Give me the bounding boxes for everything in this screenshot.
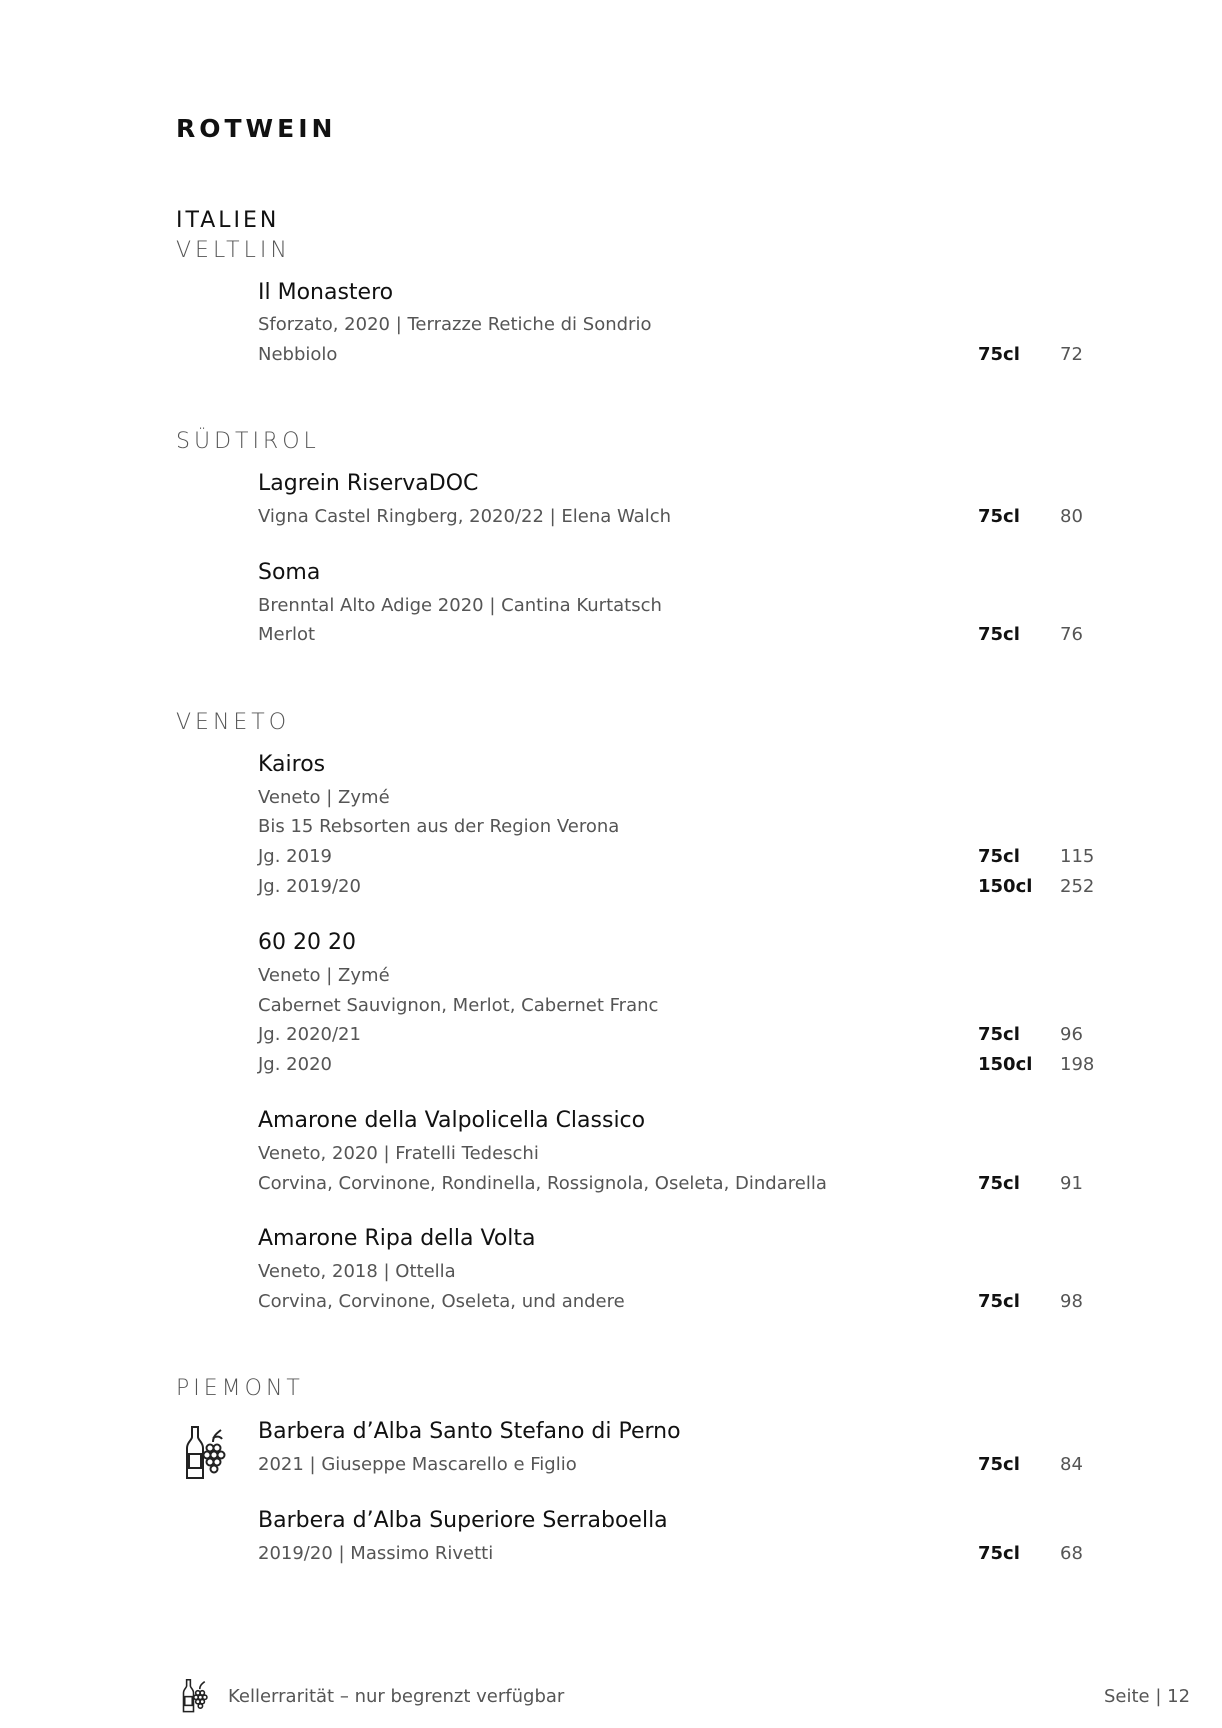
bottle-size: 75cl	[978, 1291, 1020, 1312]
wine-price: 96	[1060, 1024, 1083, 1045]
bottle-size: 75cl	[978, 1024, 1020, 1045]
wine-price: 84	[1060, 1454, 1083, 1475]
wine-price: 198	[1060, 1054, 1095, 1075]
bottle-size: 75cl	[978, 1173, 1020, 1194]
region-heading-suedtirol: SÜDTIROL	[176, 429, 320, 454]
wine-detail: Veneto, 2020 | Fratelli Tedeschi	[258, 1143, 539, 1164]
wine-detail: Veneto, 2018 | Ottella	[258, 1261, 456, 1282]
region-heading-veneto: VENETO	[176, 710, 291, 735]
footer-legend: Kellerrarität – nur begrenzt verfügbar	[228, 1686, 565, 1707]
wine-detail: Nebbiolo	[258, 344, 338, 365]
wine-name: Lagrein RiservaDOC	[258, 471, 479, 496]
wine-detail: 2019/20 | Massimo Rivetti	[258, 1543, 494, 1564]
wine-price: 76	[1060, 624, 1083, 645]
wine-detail: 2021 | Giuseppe Mascarello e Figlio	[258, 1454, 577, 1475]
wine-detail: Corvina, Corvinone, Oseleta, und andere	[258, 1291, 625, 1312]
section-title: ROTWEIN	[176, 114, 337, 143]
bottle-size: 150cl	[978, 876, 1033, 897]
wine-price: 72	[1060, 344, 1083, 365]
page-number: Seite | 12	[1104, 1686, 1191, 1707]
wine-detail: Veneto | Zymé	[258, 787, 390, 808]
wine-detail: Bis 15 Rebsorten aus der Region Verona	[258, 816, 620, 837]
wine-detail: Brenntal Alto Adige 2020 | Cantina Kurtatsch	[258, 595, 662, 616]
bottle-size: 75cl	[978, 624, 1020, 645]
bottle-grapes-icon	[183, 1424, 231, 1482]
wine-name: Il Monastero	[258, 280, 394, 305]
bottle-size: 75cl	[978, 846, 1020, 867]
wine-detail: Cabernet Sauvignon, Merlot, Cabernet Franc	[258, 995, 659, 1016]
wine-price: 91	[1060, 1173, 1083, 1194]
wine-price: 68	[1060, 1543, 1083, 1564]
wine-name: Amarone della Valpolicella Classico	[258, 1108, 646, 1133]
wine-detail: Merlot	[258, 624, 316, 645]
wine-name: Barbera d’Alba Santo Stefano di Perno	[258, 1419, 681, 1444]
wine-detail: Jg. 2019/20	[258, 876, 361, 897]
wine-detail: Jg. 2020	[258, 1054, 332, 1075]
wine-detail: Jg. 2019	[258, 846, 332, 867]
bottle-size: 75cl	[978, 1454, 1020, 1475]
wine-price: 115	[1060, 846, 1095, 867]
country-heading: ITALIEN	[176, 208, 280, 233]
wine-price: 252	[1060, 876, 1095, 897]
wine-detail: Jg. 2020/21	[258, 1024, 361, 1045]
wine-detail: Veneto | Zymé	[258, 965, 390, 986]
wine-detail: Corvina, Corvinone, Rondinella, Rossignola, Oseleta, Dindarella	[258, 1173, 827, 1194]
bottle-size: 75cl	[978, 1543, 1020, 1564]
wine-price: 80	[1060, 506, 1083, 527]
bottle-size: 75cl	[978, 506, 1020, 527]
bottle-size: 150cl	[978, 1054, 1033, 1075]
bottle-size: 75cl	[978, 344, 1020, 365]
wine-name: Barbera d’Alba Superiore Serraboella	[258, 1508, 668, 1533]
wine-name: Soma	[258, 560, 321, 585]
wine-price: 98	[1060, 1291, 1083, 1312]
wine-name: Amarone Ripa della Volta	[258, 1226, 536, 1251]
region-heading-piemont: PIEMONT	[176, 1376, 304, 1401]
wine-name: Kairos	[258, 752, 326, 777]
bottle-grapes-icon	[181, 1676, 211, 1716]
region-heading-veltlin: VELTLIN	[176, 238, 291, 263]
wine-detail: Vigna Castel Ringberg, 2020/22 | Elena Walch	[258, 506, 672, 527]
wine-detail: Sforzato, 2020 | Terrazze Retiche di Sondrio	[258, 314, 652, 335]
wine-name: 60 20 20	[258, 930, 356, 955]
